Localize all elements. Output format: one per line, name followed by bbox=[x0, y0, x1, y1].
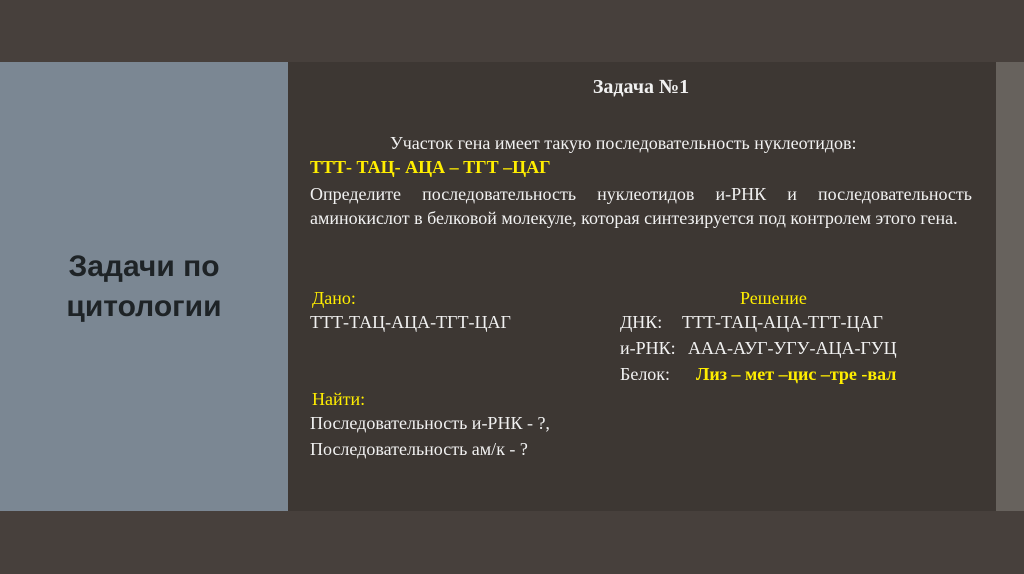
task-question: Определите последовательность нуклеотидов и-РНК и последовательность аминокислот в белковой молекуле, которая синтезируется под контролем этого гена. bbox=[310, 184, 972, 228]
given-value: ТТТ-ТАЦ-АЦА-ТГТ-ЦАГ bbox=[310, 312, 511, 332]
task-title: Задача №1 bbox=[592, 76, 690, 98]
rna-value: ААА-АУГ-УГУ-АЦА-ГУЦ bbox=[688, 338, 897, 358]
protein-label: Белок: bbox=[620, 364, 671, 384]
find-label: Найти: bbox=[312, 389, 366, 409]
find-item-rna: Последовательность и-РНК - ?, bbox=[310, 413, 550, 433]
dna-sequence: ТТТ- ТАЦ- АЦА – ТГТ –ЦАГ bbox=[310, 157, 551, 177]
find-item-aminoacids: Последовательность ам/к - ? bbox=[310, 439, 528, 459]
solution-label: Решение bbox=[740, 288, 807, 308]
dna-value: ТТТ-ТАЦ-АЦА-ТГТ-ЦАГ bbox=[682, 312, 883, 332]
left-title-panel bbox=[0, 62, 288, 511]
rna-label: и-РНК: bbox=[620, 338, 676, 358]
section-title bbox=[19, 247, 269, 327]
section-title-line2: цитологии bbox=[66, 289, 222, 323]
protein-value: Лиз – мет –цис –тре -вал bbox=[696, 364, 897, 384]
right-accent-strip bbox=[996, 62, 1024, 511]
dna-label: ДНК: bbox=[620, 312, 663, 332]
given-label: Дано: bbox=[312, 288, 356, 308]
task-intro: Участок гена имеет такую последовательность нуклеотидов: bbox=[390, 133, 857, 153]
section-title-line1: Задачи по bbox=[68, 249, 220, 283]
